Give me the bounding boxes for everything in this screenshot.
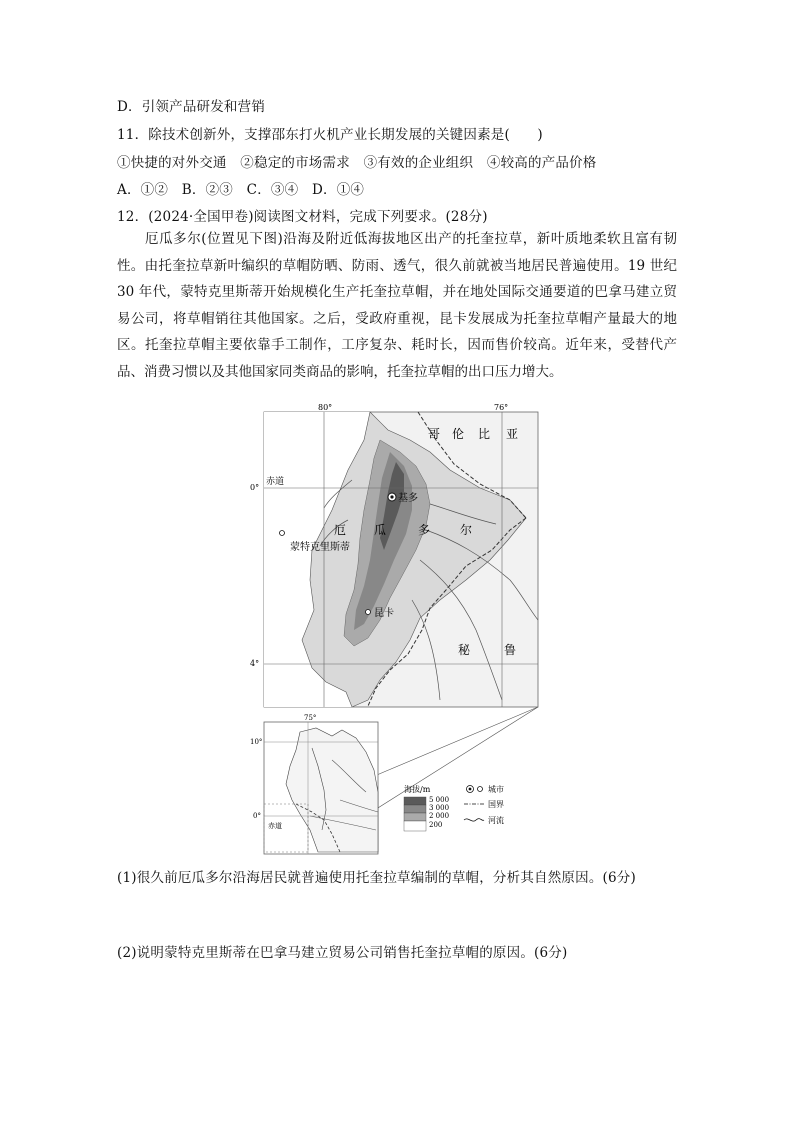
- legend-level-3000: 3 000: [429, 804, 450, 812]
- legend-city: 城市: [488, 785, 504, 794]
- material-paragraph: [117, 226, 677, 386]
- legend-title: 海拔/m: [404, 785, 431, 794]
- legend-level-2000: 2 000: [429, 812, 450, 820]
- label-quito: 基多: [398, 493, 418, 504]
- legend-level-5000: 5 000: [429, 796, 450, 804]
- inset-equator: 赤道: [268, 822, 282, 830]
- question-11: 11．除技术创新外，支撑邵东打火机产业长期发展的关键因素是( ): [117, 127, 543, 143]
- label-lat-4: 4°: [250, 659, 260, 668]
- legend-level-200: 200: [429, 821, 443, 829]
- label-colombia-1: 哥: [428, 427, 441, 441]
- city-icon: [280, 531, 285, 536]
- inset-lat-10: 10°: [250, 738, 263, 746]
- label-peru-2: 鲁: [504, 643, 517, 657]
- legend-river: 河流: [488, 816, 504, 825]
- question-11-choices: A．①② B．②③ C．③④ D．①④: [117, 182, 365, 198]
- label-lat-0: 0°: [250, 483, 260, 492]
- label-ecuador-3: 多: [418, 523, 431, 537]
- question-12: 12．(2024·全国甲卷)阅读图文材料，完成下列要求。(28分): [117, 209, 488, 225]
- label-ecuador-1: 厄: [334, 523, 347, 537]
- city-icon: [366, 610, 371, 615]
- label-montecristi: 蒙特克里斯蒂: [290, 542, 350, 553]
- label-colombia-2: 伦: [452, 427, 465, 441]
- inset-lat-0: 0°: [253, 812, 261, 820]
- label-colombia-3: 比: [478, 427, 491, 441]
- inset-lon-75: 75°: [304, 714, 317, 722]
- legend-border: 国界: [488, 800, 504, 809]
- legend-capital-dot-icon: [469, 788, 472, 791]
- label-cuenca: 昆卡: [374, 608, 394, 619]
- subquestion-2: (2)说明蒙特克里斯蒂在巴拿马建立贸易公司销售托奎拉草帽的原因。(6分): [117, 945, 568, 961]
- label-equator: 赤道: [266, 477, 285, 487]
- label-lon-80: 80°: [318, 403, 333, 412]
- option-d: D．引领产品研发和营销: [117, 99, 266, 115]
- label-peru-1: 秘: [458, 643, 471, 657]
- ecuador-map: [240, 400, 550, 860]
- legend-river-icon: [464, 819, 484, 822]
- subquestion-1: (1)很久前厄瓜多尔沿海居民就普遍使用托奎拉草编制的草帽，分析其自然原因。(6分): [117, 870, 636, 886]
- capital-dot-icon: [390, 495, 393, 498]
- label-ecuador-2: 瓜: [374, 523, 387, 537]
- legend-city-icon: [478, 787, 483, 792]
- label-ecuador-4: 尔: [460, 523, 473, 537]
- label-lon-76: 76°: [494, 403, 509, 412]
- question-11-items: ①快捷的对外交通 ②稳定的市场需求 ③有效的企业组织 ④较高的产品价格: [117, 155, 597, 171]
- material-text: 厄瓜多尔(位置见下图)沿海及附近低海拔地区出产的托奎拉草，新叶质地柔软且富有韧性。由托奎拉草新叶编织的草帽防晒、防雨、透气，很久前就被当地居民普遍使用。19 世纪30 年代，蒙特克里斯蒂开始规模化生产托奎拉草帽，并在地处国际交通要道的巴拿马建立贸易公司，将草帽销往其他国家。之后，受政府重视，昆卡发展成为托奎拉草帽产量最大的地区。托奎拉草帽主要依靠手工制作，工序复杂、耗时长，因而售价较高。近年来，受替代产品、消费习惯以及其他国家同类商品的影响，托奎拉草帽的出口压力增大。: [117, 231, 677, 380]
- label-colombia-4: 亚: [506, 427, 519, 441]
